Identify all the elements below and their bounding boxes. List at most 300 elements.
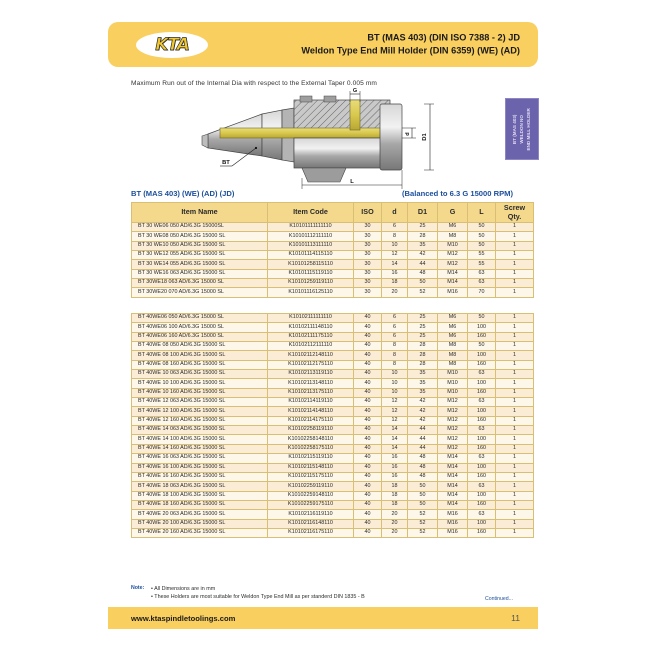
table-row xyxy=(132,342,534,351)
dim-label-bt: BT xyxy=(222,160,230,166)
cell-iso: 40 xyxy=(354,519,382,528)
cell-screw-qty: 1 xyxy=(496,279,534,288)
cell-d: 12 xyxy=(382,398,408,407)
cell-d: 12 xyxy=(382,251,408,260)
cell-d: 14 xyxy=(382,444,408,453)
table-row xyxy=(132,510,534,519)
dim-label-d1: D1 xyxy=(422,133,428,141)
cell-d: 18 xyxy=(382,500,408,509)
weldon-set-screw xyxy=(350,100,360,130)
cell-g: M6 xyxy=(438,314,468,323)
cell-l: 63 xyxy=(468,510,496,519)
cell-item-code: K10102115119110 xyxy=(268,454,354,463)
cell-g: M12 xyxy=(438,251,468,260)
cell-item-name: BT 40WE 10 160 AD/6.3G 15000 SL xyxy=(132,388,268,397)
cell-d1: 25 xyxy=(408,332,438,341)
cell-l: 160 xyxy=(468,416,496,425)
cell-item-name: BT 40WE06 100 AD/6.3G 15000 SL xyxy=(132,323,268,332)
cell-l: 100 xyxy=(468,351,496,360)
cell-g: M12 xyxy=(438,416,468,425)
side-tab-line2: WELDON NO xyxy=(518,114,524,144)
cell-screw-qty: 1 xyxy=(496,260,534,269)
table-row xyxy=(132,407,534,416)
cell-l: 160 xyxy=(468,360,496,369)
table-row xyxy=(132,314,534,323)
cell-l: 63 xyxy=(468,279,496,288)
cell-l: 100 xyxy=(468,519,496,528)
header-title-block xyxy=(301,31,520,58)
cell-item-name: BT 30 WE14 055 AD/6.3G 15000 SL xyxy=(132,260,268,269)
footer-website-url[interactable]: www.ktaspindletoolings.com xyxy=(131,613,236,623)
cell-item-code: K10102259148110 xyxy=(268,491,354,500)
cell-screw-qty: 1 xyxy=(496,454,534,463)
cell-l: 50 xyxy=(468,241,496,250)
cell-d1: 50 xyxy=(408,491,438,500)
cell-d1: 28 xyxy=(408,360,438,369)
cell-iso: 30 xyxy=(354,279,382,288)
table-row xyxy=(132,435,534,444)
cell-item-name: BT 40WE06 160 AD/6.3G 15000 SL xyxy=(132,332,268,341)
cell-d1: 48 xyxy=(408,472,438,481)
table-row xyxy=(132,500,534,509)
cell-g: M14 xyxy=(438,472,468,481)
cell-iso: 30 xyxy=(354,269,382,278)
cell-item-name: BT 40WE 08 050 AD/6.3G 15000 SL xyxy=(132,342,268,351)
cell-item-code: K10101259119110 xyxy=(268,279,354,288)
cell-iso: 40 xyxy=(354,482,382,491)
cell-l: 50 xyxy=(468,342,496,351)
header-title-line2: Weldon Type End Mill Holder (DIN 6359) (WE) (AD) xyxy=(301,45,520,56)
cell-screw-qty: 1 xyxy=(496,370,534,379)
cell-iso: 40 xyxy=(354,370,382,379)
table-row xyxy=(132,426,534,435)
cell-d: 18 xyxy=(382,482,408,491)
table-row xyxy=(132,251,534,260)
tool-holder-drawing xyxy=(190,86,450,191)
cell-d: 16 xyxy=(382,454,408,463)
cell-item-code: K10102116175110 xyxy=(268,528,354,537)
cell-l: 100 xyxy=(468,379,496,388)
cell-iso: 40 xyxy=(354,398,382,407)
table-row xyxy=(132,398,534,407)
cell-item-name: BT 40WE 18 063 AD/6.3G 15000 SL xyxy=(132,482,268,491)
cell-d: 6 xyxy=(382,223,408,232)
cell-d1: 35 xyxy=(408,241,438,250)
cell-item-code: K10102114148110 xyxy=(268,407,354,416)
table-row xyxy=(132,388,534,397)
runout-note: Maximum Run out of the Internal Dia with respect to the External Taper 0.005 mm xyxy=(131,80,377,87)
cell-item-code: K10101113111110 xyxy=(268,241,354,250)
cell-item-code: K10102112148110 xyxy=(268,351,354,360)
footer-page-number: 11 xyxy=(511,613,520,623)
cell-item-name: BT 40WE 10 063 AD/6.3G 15000 SL xyxy=(132,370,268,379)
cell-g: M10 xyxy=(438,379,468,388)
cell-item-code: K10102116148110 xyxy=(268,519,354,528)
col-screw-line2: Qty. xyxy=(507,211,522,221)
cell-g: M14 xyxy=(438,491,468,500)
cell-item-name: BT 40WE 16 100 AD/6.3G 15000 SL xyxy=(132,463,268,472)
cell-iso: 40 xyxy=(354,388,382,397)
notes-list xyxy=(151,585,365,602)
table-row xyxy=(132,269,534,278)
cell-screw-qty: 1 xyxy=(496,407,534,416)
continued-label: Continued... xyxy=(485,596,513,602)
drive-slot-right xyxy=(324,96,336,102)
cell-item-name: BT 30WE20 070 AD/6.3G 15000 SL xyxy=(132,288,268,297)
table-row xyxy=(132,351,534,360)
cell-l: 63 xyxy=(468,454,496,463)
body-section-hatch xyxy=(294,100,390,132)
cell-screw-qty: 1 xyxy=(496,435,534,444)
drive-slot-left xyxy=(300,96,312,102)
cell-g: M12 xyxy=(438,398,468,407)
cell-d: 20 xyxy=(382,519,408,528)
cell-item-code: K10102111148110 xyxy=(268,323,354,332)
cell-g: M14 xyxy=(438,463,468,472)
cell-item-code: K10102112175110 xyxy=(268,360,354,369)
cell-item-code: K10102116119110 xyxy=(268,510,354,519)
cell-d1: 25 xyxy=(408,323,438,332)
col-d: d xyxy=(382,203,408,223)
cell-l: 50 xyxy=(468,314,496,323)
cell-g: M8 xyxy=(438,351,468,360)
cell-item-name: BT 40WE 10 100 AD/6.3G 15000 SL xyxy=(132,379,268,388)
cell-screw-qty: 1 xyxy=(496,351,534,360)
cell-g: M10 xyxy=(438,388,468,397)
table-bt40-body xyxy=(132,314,534,538)
cell-d: 10 xyxy=(382,241,408,250)
cell-d1: 25 xyxy=(408,223,438,232)
cell-g: M14 xyxy=(438,500,468,509)
cell-screw-qty: 1 xyxy=(496,323,534,332)
side-tab-line3: END MILL HOLDER xyxy=(525,107,531,151)
cell-iso: 30 xyxy=(354,241,382,250)
cell-screw-qty: 1 xyxy=(496,482,534,491)
cell-d: 10 xyxy=(382,388,408,397)
cell-d1: 48 xyxy=(408,454,438,463)
cell-d: 8 xyxy=(382,342,408,351)
dim-label-d: d xyxy=(405,132,411,136)
table-row xyxy=(132,463,534,472)
cell-screw-qty: 1 xyxy=(496,500,534,509)
table-row xyxy=(132,223,534,232)
cell-iso: 30 xyxy=(354,288,382,297)
cell-d1: 52 xyxy=(408,288,438,297)
cell-item-name: BT 40WE 08 160 AD/6.3G 15000 SL xyxy=(132,360,268,369)
retention-detail xyxy=(302,168,346,182)
cell-iso: 40 xyxy=(354,435,382,444)
cell-item-name: BT 30WE18 063 AD/6.3G 15000 SL xyxy=(132,279,268,288)
cell-screw-qty: 1 xyxy=(496,416,534,425)
cell-d1: 52 xyxy=(408,510,438,519)
cell-item-name: BT 40WE 14 160 AD/6.3G 15000 SL xyxy=(132,444,268,453)
cell-item-name: BT 40WE 14 100 AD/6.3G 15000 SL xyxy=(132,435,268,444)
cell-iso: 30 xyxy=(354,223,382,232)
table-row xyxy=(132,491,534,500)
cell-d: 20 xyxy=(382,510,408,519)
cell-g: M6 xyxy=(438,332,468,341)
cell-iso: 40 xyxy=(354,510,382,519)
cell-item-name: BT 40WE 12 160 AD/6.3G 15000 SL xyxy=(132,416,268,425)
cell-item-code: K10102259175110 xyxy=(268,500,354,509)
cell-iso: 40 xyxy=(354,407,382,416)
cell-g: M6 xyxy=(438,323,468,332)
cell-item-code: K10102113119110 xyxy=(268,370,354,379)
cell-item-name: BT 40WE 20 160 AD/6.3G 15000 SL xyxy=(132,528,268,537)
cell-screw-qty: 1 xyxy=(496,491,534,500)
dim-label-g: G xyxy=(352,88,358,94)
cell-d1: 28 xyxy=(408,342,438,351)
cell-item-code: K10102115175110 xyxy=(268,472,354,481)
cell-d: 20 xyxy=(382,288,408,297)
cell-item-code: K10102113148110 xyxy=(268,379,354,388)
cell-item-code: K10102259119110 xyxy=(268,482,354,491)
col-l: L xyxy=(468,203,496,223)
cell-item-name: BT 40WE 18 160 AD/6.3G 15000 SL xyxy=(132,500,268,509)
table-row xyxy=(132,323,534,332)
cell-d1: 44 xyxy=(408,426,438,435)
cell-d: 8 xyxy=(382,232,408,241)
cell-iso: 40 xyxy=(354,454,382,463)
cell-screw-qty: 1 xyxy=(496,342,534,351)
cell-d1: 35 xyxy=(408,388,438,397)
cell-g: M14 xyxy=(438,482,468,491)
cell-screw-qty: 1 xyxy=(496,426,534,435)
cell-g: M16 xyxy=(438,288,468,297)
cell-item-code: K10101258115110 xyxy=(268,260,354,269)
cell-screw-qty: 1 xyxy=(496,251,534,260)
cell-d: 10 xyxy=(382,379,408,388)
table-row xyxy=(132,232,534,241)
cell-item-name: BT 30 WE08 050 AD/6.3G 15000 SL xyxy=(132,232,268,241)
cell-item-name: BT 30 WE16 063 AD/6.3G 15000 SL xyxy=(132,269,268,278)
cell-d1: 25 xyxy=(408,314,438,323)
cell-g: M8 xyxy=(438,342,468,351)
table-row xyxy=(132,241,534,250)
cell-item-name: BT 40WE 18 100 AD/6.3G 15000 SL xyxy=(132,491,268,500)
col-g: G xyxy=(438,203,468,223)
table-row xyxy=(132,472,534,481)
cell-item-code: K10101114115110 xyxy=(268,251,354,260)
cell-iso: 40 xyxy=(354,379,382,388)
cell-iso: 40 xyxy=(354,332,382,341)
tool-holder-svg xyxy=(190,86,450,191)
cell-d1: 52 xyxy=(408,528,438,537)
cell-item-code: K10101115119110 xyxy=(268,269,354,278)
cell-g: M12 xyxy=(438,260,468,269)
cell-g: M16 xyxy=(438,528,468,537)
dim-label-l: L xyxy=(350,179,354,185)
cell-iso: 40 xyxy=(354,360,382,369)
cell-iso: 40 xyxy=(354,323,382,332)
cell-d: 14 xyxy=(382,426,408,435)
table-row xyxy=(132,379,534,388)
table-caption-left: BT (MAS 403) (WE) (AD) (JD) xyxy=(131,189,235,198)
cell-item-name: BT 40WE 20 063 AD/6.3G 15000 SL xyxy=(132,510,268,519)
cell-item-code: K10101111111110 xyxy=(268,223,354,232)
cell-g: M12 xyxy=(438,444,468,453)
cell-d1: 35 xyxy=(408,370,438,379)
cell-screw-qty: 1 xyxy=(496,332,534,341)
cell-g: M14 xyxy=(438,454,468,463)
cell-item-code: K10102258148110 xyxy=(268,435,354,444)
cell-item-name: BT 40WE06 050 AD/6.3G 15000 SL xyxy=(132,314,268,323)
cell-l: 160 xyxy=(468,388,496,397)
cell-item-code: K10102258175110 xyxy=(268,444,354,453)
cell-d1: 42 xyxy=(408,407,438,416)
col-item-name: Item Name xyxy=(132,203,268,223)
cell-g: M14 xyxy=(438,269,468,278)
cell-d1: 50 xyxy=(408,279,438,288)
cell-iso: 40 xyxy=(354,472,382,481)
cell-l: 63 xyxy=(468,482,496,491)
cell-l: 70 xyxy=(468,288,496,297)
cell-screw-qty: 1 xyxy=(496,444,534,453)
cell-d: 20 xyxy=(382,528,408,537)
table-row xyxy=(132,279,534,288)
side-tab-inner xyxy=(506,99,538,159)
col-iso: ISO xyxy=(354,203,382,223)
cell-g: M6 xyxy=(438,223,468,232)
cell-d: 16 xyxy=(382,472,408,481)
footer-bar xyxy=(108,607,538,629)
col-d1: D1 xyxy=(408,203,438,223)
cell-d: 18 xyxy=(382,279,408,288)
cell-d1: 48 xyxy=(408,463,438,472)
cell-d1: 42 xyxy=(408,251,438,260)
cell-g: M8 xyxy=(438,360,468,369)
cell-item-code: K10102114119110 xyxy=(268,398,354,407)
cell-item-name: BT 30 WE06 050 AD/6.3G 15000SL xyxy=(132,223,268,232)
cell-g: M8 xyxy=(438,232,468,241)
cell-d: 8 xyxy=(382,360,408,369)
cell-screw-qty: 1 xyxy=(496,379,534,388)
leader-dot-bt xyxy=(255,147,257,149)
cell-l: 100 xyxy=(468,323,496,332)
table-row xyxy=(132,370,534,379)
pull-stud xyxy=(202,134,208,148)
cell-screw-qty: 1 xyxy=(496,463,534,472)
cell-d1: 52 xyxy=(408,519,438,528)
cell-d1: 42 xyxy=(408,416,438,425)
cell-g: M12 xyxy=(438,407,468,416)
cell-g: M10 xyxy=(438,241,468,250)
table-row xyxy=(132,519,534,528)
table-bt40 xyxy=(131,313,534,538)
cell-d: 16 xyxy=(382,269,408,278)
header-banner xyxy=(108,22,538,67)
col-item-code: Item Code xyxy=(268,203,354,223)
cell-g: M16 xyxy=(438,510,468,519)
cell-screw-qty: 1 xyxy=(496,232,534,241)
cell-item-code: K10101116125110 xyxy=(268,288,354,297)
cell-item-code: K10102113175110 xyxy=(268,388,354,397)
cell-iso: 30 xyxy=(354,260,382,269)
cell-screw-qty: 1 xyxy=(496,269,534,278)
cell-iso: 40 xyxy=(354,314,382,323)
notes-label: Note: xyxy=(131,585,145,591)
cell-l: 55 xyxy=(468,251,496,260)
table-row xyxy=(132,332,534,341)
cell-item-code: K10102112111110 xyxy=(268,342,354,351)
cell-d1: 44 xyxy=(408,435,438,444)
col-screw-qty xyxy=(496,203,534,223)
cell-item-code: K10102111175110 xyxy=(268,332,354,341)
cell-l: 160 xyxy=(468,444,496,453)
cell-d: 14 xyxy=(382,260,408,269)
table-row xyxy=(132,288,534,297)
cell-item-code: K10101112111110 xyxy=(268,232,354,241)
cell-l: 100 xyxy=(468,491,496,500)
cell-d1: 50 xyxy=(408,482,438,491)
cell-g: M10 xyxy=(438,370,468,379)
cell-l: 63 xyxy=(468,426,496,435)
cell-iso: 40 xyxy=(354,491,382,500)
cell-item-name: BT 40WE 16 160 AD/6.3G 15000 SL xyxy=(132,472,268,481)
cell-item-name: BT 30 WE12 055 AD/6.3G 15000 SL xyxy=(132,251,268,260)
cell-l: 100 xyxy=(468,463,496,472)
side-index-tab xyxy=(505,98,539,160)
cell-iso: 40 xyxy=(354,351,382,360)
cell-screw-qty: 1 xyxy=(496,360,534,369)
cell-screw-qty: 1 xyxy=(496,510,534,519)
cell-screw-qty: 1 xyxy=(496,528,534,537)
cell-iso: 40 xyxy=(354,444,382,453)
cell-item-name: BT 40WE 08 100 AD/6.3G 15000 SL xyxy=(132,351,268,360)
cell-item-name: BT 30 WE10 050 AD/6.3G 15000 SL xyxy=(132,241,268,250)
table-row xyxy=(132,360,534,369)
cell-item-name: BT 40WE 12 100 AD/6.3G 15000 SL xyxy=(132,407,268,416)
table-row xyxy=(132,528,534,537)
cell-d: 12 xyxy=(382,407,408,416)
cell-screw-qty: 1 xyxy=(496,288,534,297)
cell-d: 12 xyxy=(382,416,408,425)
cell-d: 6 xyxy=(382,314,408,323)
cell-iso: 40 xyxy=(354,500,382,509)
side-tab-text xyxy=(512,108,533,150)
cell-d: 6 xyxy=(382,332,408,341)
cell-d: 10 xyxy=(382,370,408,379)
table-caption-right: (Balanced to 6.3 G 15000 RPM) xyxy=(402,189,513,198)
note-item: • All Dimensions are in mm xyxy=(151,586,216,592)
cell-screw-qty: 1 xyxy=(496,314,534,323)
kta-logo xyxy=(136,32,208,58)
cell-l: 160 xyxy=(468,500,496,509)
cell-screw-qty: 1 xyxy=(496,472,534,481)
table-bt30 xyxy=(131,202,534,298)
cell-l: 100 xyxy=(468,435,496,444)
cell-l: 160 xyxy=(468,528,496,537)
cell-d1: 28 xyxy=(408,232,438,241)
table-bt30-body xyxy=(132,223,534,298)
table-row xyxy=(132,260,534,269)
table-row xyxy=(132,416,534,425)
cell-item-code: K10102115148110 xyxy=(268,463,354,472)
cell-d: 8 xyxy=(382,351,408,360)
cell-screw-qty: 1 xyxy=(496,519,534,528)
logo-text: KTA xyxy=(155,34,189,55)
cell-g: M12 xyxy=(438,426,468,435)
cell-iso: 30 xyxy=(354,232,382,241)
cell-iso: 40 xyxy=(354,463,382,472)
cell-d1: 28 xyxy=(408,351,438,360)
cell-iso: 40 xyxy=(354,426,382,435)
cell-item-name: BT 40WE 20 100 AD/6.3G 15000 SL xyxy=(132,519,268,528)
header-title-line1: BT (MAS 403) (DIN ISO 7388 - 2) JD xyxy=(367,32,520,43)
cell-d1: 48 xyxy=(408,269,438,278)
cell-iso: 40 xyxy=(354,416,382,425)
table-header-row xyxy=(132,203,534,223)
